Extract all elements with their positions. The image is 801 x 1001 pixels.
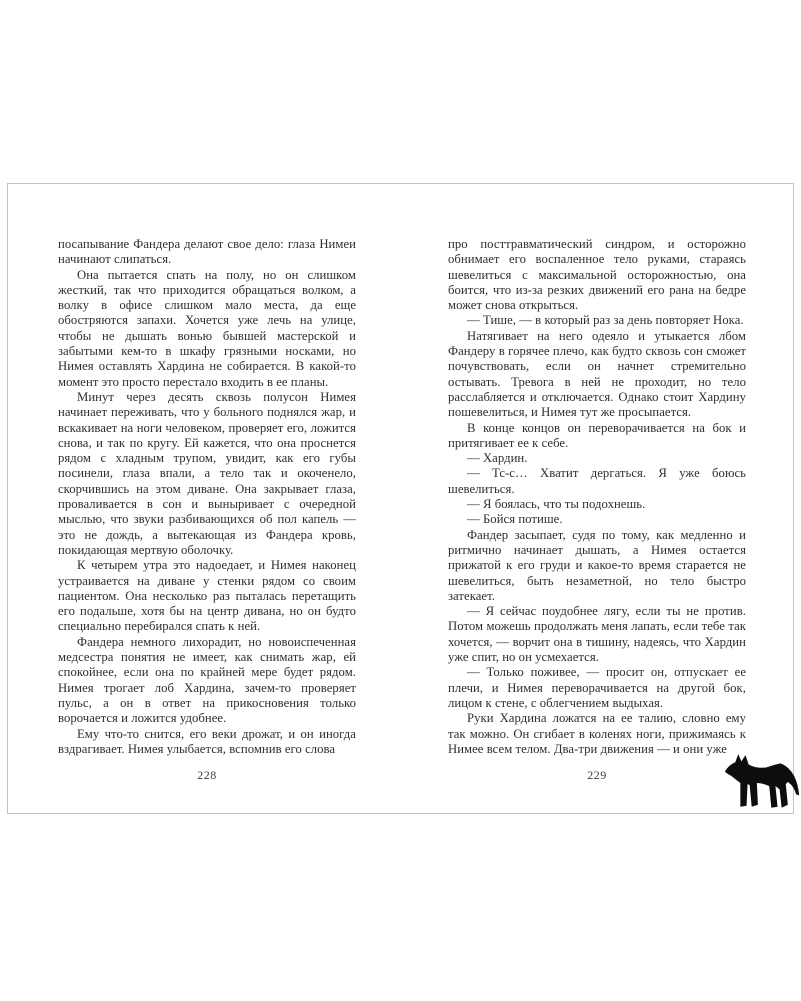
- paragraph: — Тс-с… Хватит дергаться. Я уже боюсь шевелиться.: [448, 466, 746, 496]
- paragraph: — Бойся потише.: [467, 512, 563, 527]
- paragraph: — Только поживее, — просит он, отпускает ее плечи, и Нимея переворачивается на другой бок, лицом к стене, с облегчением выдыхая.: [448, 665, 746, 710]
- paragraph: Фандер засыпает, судя по тому, как медленно и ритмично начинает дышать, а Нимея остается прижатой к его груди и какое-то время старается не шевелиться, быть незаметной, но тело быстро затекает.: [448, 527, 746, 603]
- paragraph: — Я боялась, что ты подохнешь.: [467, 497, 646, 512]
- wolf-silhouette-icon: [721, 750, 801, 814]
- paragraph: Она пытается спать на полу, но он слишком жесткий, так что приходится обращаться волком, а волку в офисе слишком мало места, да еще обостряются запахи. Хочется уже лечь на улице, чтобы не дышать вонью бывшей мастерской и забытыми кем-то в шкафу грязными носками, но Нимея оставлять Хардина не собирается. В какой-то момент это просто перестало входить в ее планы.: [58, 267, 356, 389]
- paragraph: К четырем утра это надоедает, и Нимея наконец устраивается на диване у стенки рядом со своим пациентом. Она несколько раз пыталась перетащить его подальше, хотя бы на центр дивана, но он будто специально перебирался спать к ней.: [58, 558, 356, 634]
- left-page-text: [58, 237, 356, 757]
- left-page: [58, 237, 356, 757]
- right-page: [448, 237, 746, 757]
- book-spread: [7, 183, 794, 814]
- paragraph: про посттравматический синдром, и осторожно обнимает его воспаленное тело руками, стараясь шевелиться с максимальной осторожностью, она боится, что из-за резких движений его рана на бедре может снова открыться.: [448, 237, 746, 313]
- paragraph: — Хардин.: [467, 451, 528, 466]
- paragraph: — Я сейчас поудобнее лягу, если ты не против. Потом можешь продолжать меня лапать, если тебе так хочется, — ворчит она в тишину, надеясь, что Хардин уже спит, но он усмехается.: [448, 604, 746, 665]
- page-number-left: 228: [197, 768, 217, 782]
- paragraph: Минут через десять сквозь полусон Нимея начинает переживать, что у больного поднялся жар, и вскакивает на ноги человеком, проверяет его, ложится снова, и так по кругу. Ей кажется, что она проснется рядом с хладным трупом, увидит, как его губы посинели, глаза впали, а тело так и окоченело, скорчившись на этом диване. Она закрывает глаза, проваливается в сон и выныривает с очередной мыслью, что звуки разбивающихся об пол капель — это не дождь, а вытекающая из Фандера кровь, покидающая мертвую оболочку.: [58, 389, 356, 557]
- paragraph: Фандера немного лихорадит, но новоиспеченная медсестра понятия не имеет, как снимать жар, ей спокойнее, если она по крайней мере будет рядом. Нимея трогает лоб Хардина, зачем-то проверяет пульс, а он в ответ на прикосновения только ворочается и ложится удобнее.: [58, 634, 356, 726]
- paragraph: Ему что-то снится, его веки дрожат, и он иногда вздрагивает. Нимея улыбается, вспомнив его слова: [58, 726, 356, 756]
- wolf-silhouette-path: [725, 754, 799, 808]
- page-number-right: 229: [587, 768, 607, 782]
- paragraph: В конце концов он переворачивается на бок и притягивает ее к себе.: [448, 420, 746, 450]
- paragraph: Натягивает на него одеяло и утыкается лбом Фандеру в горячее плечо, как будто сквозь сон сможет почувствовать, если он начнет стремительно остывать. Тревога в ней не проходит, но тело расслабляется и отключается. Однако стоит Хардину пошевелиться, и Нимея тут же просыпается.: [448, 328, 746, 420]
- paragraph: — Тише, — в который раз за день повторяет Нока.: [467, 313, 744, 328]
- right-page-text: [448, 237, 746, 757]
- paragraph: посапывание Фандера делают свое дело: глаза Нимеи начинают слипаться.: [58, 237, 356, 267]
- paragraph: Руки Хардина ложатся на ее талию, словно ему так можно. Он сгибает в коленях ноги, прижимаясь к Нимее всем телом. Два-три движения — и они уже: [448, 711, 746, 756]
